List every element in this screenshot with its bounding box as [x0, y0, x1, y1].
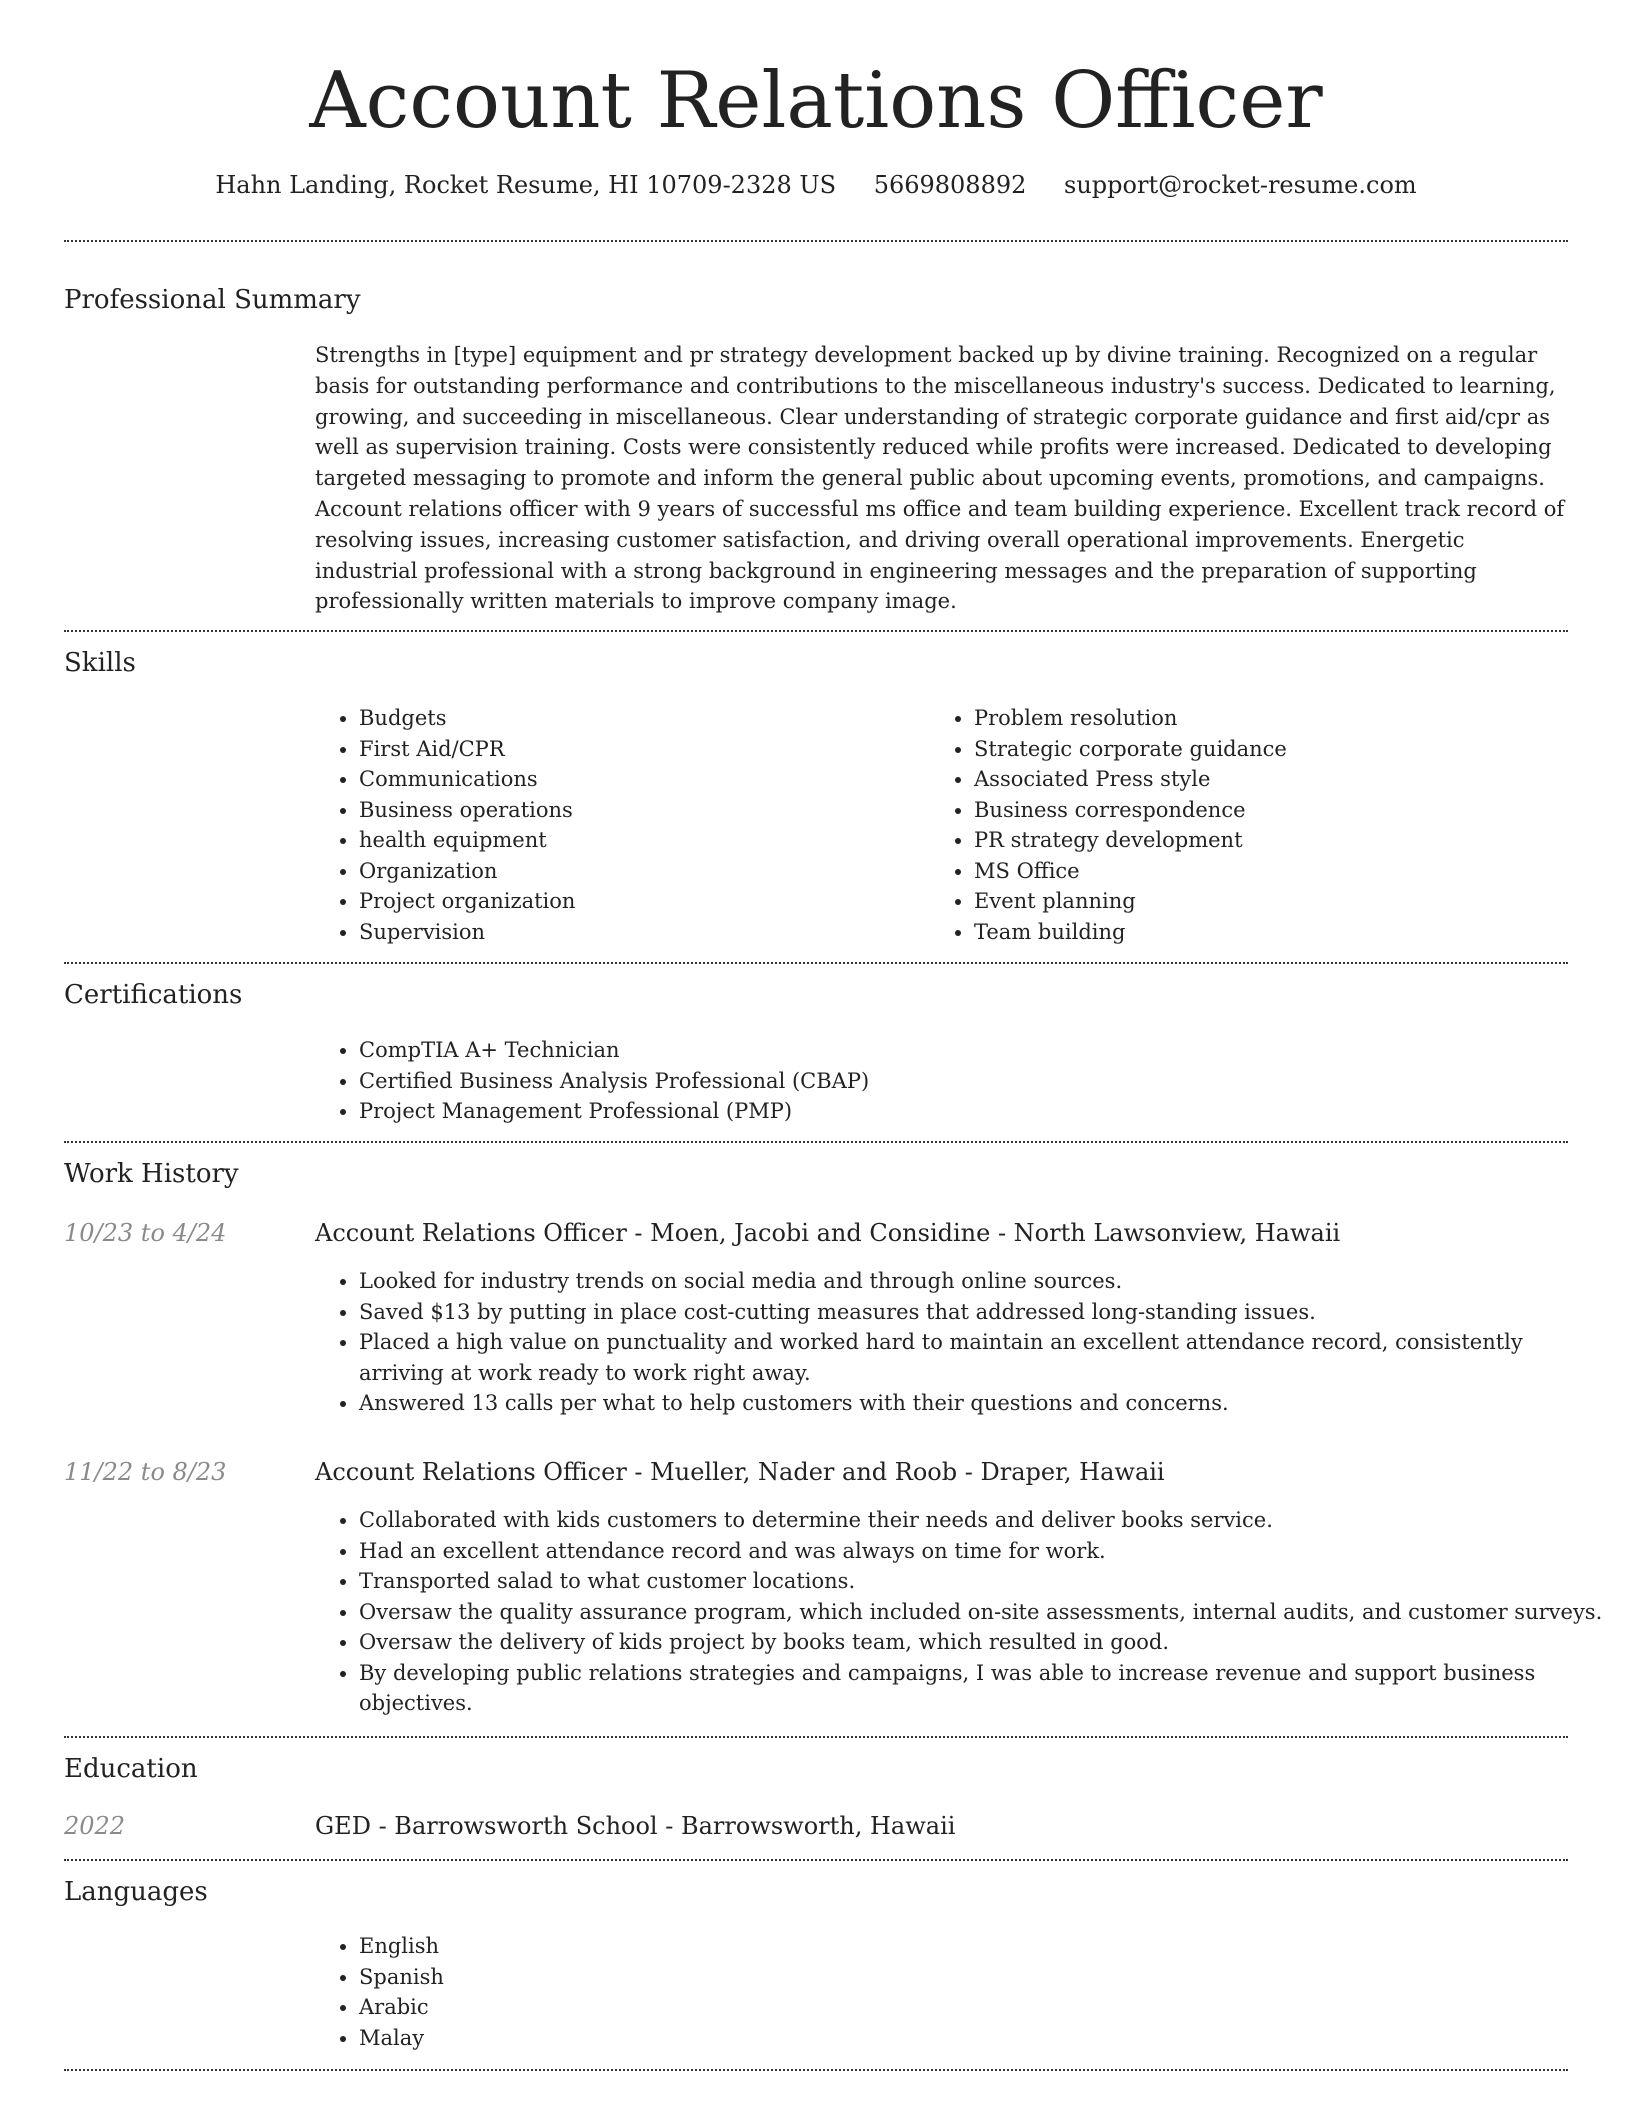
certifications-heading: Certifications	[64, 980, 243, 1010]
section-divider	[64, 1141, 1568, 1143]
certification-item: • CompTIA A+ Technician	[359, 1035, 1609, 1066]
skill-item: • Organization	[359, 856, 919, 887]
section-divider	[64, 240, 1568, 242]
skill-item: • Supervision	[359, 917, 919, 948]
section-divider	[64, 630, 1568, 632]
skill-item: • MS Office	[974, 856, 1574, 887]
languages-list	[315, 1931, 1609, 2053]
job-bullets	[315, 1266, 1609, 1419]
skill-item: • PR strategy development	[974, 825, 1574, 856]
job-heading: Account Relations Officer - Mueller, Nader and Roob - Draper, Hawaii	[315, 1458, 1165, 1486]
section-divider	[64, 2069, 1568, 2071]
summary-heading: Professional Summary	[64, 285, 361, 315]
skill-item: • Problem resolution	[974, 703, 1574, 734]
skill-item: • Project organization	[359, 886, 919, 917]
job-bullet: • Transported salad to what customer locations.	[359, 1566, 1609, 1597]
job-bullets	[315, 1505, 1609, 1719]
section-divider	[64, 1859, 1568, 1861]
language-item: • Arabic	[359, 1992, 1609, 2023]
language-item: • Spanish	[359, 1962, 1609, 1993]
skill-item: • Communications	[359, 764, 919, 795]
skills-list-left	[315, 703, 919, 947]
contact-email: support@rocket-resume.com	[1064, 171, 1417, 199]
certification-item: • Certified Business Analysis Professional (CBAP)	[359, 1066, 1609, 1097]
skill-item: • Event planning	[974, 886, 1574, 917]
job-heading: Account Relations Officer - Moen, Jacobi and Considine - North Lawsonview, Hawaii	[315, 1219, 1341, 1247]
job-dates: 11/22 to 8/23	[64, 1458, 227, 1486]
contact-address: Hahn Landing, Rocket Resume, HI 10709-2328 US	[215, 171, 837, 199]
job-bullet: • Had an excellent attendance record and was always on time for work.	[359, 1536, 1609, 1567]
skill-item: • Business correspondence	[974, 795, 1574, 826]
education-heading-line: GED - Barrowsworth School - Barrowsworth, Hawaii	[315, 1812, 956, 1840]
contact-phone: 5669808892	[873, 171, 1027, 199]
language-item: • English	[359, 1931, 1609, 1962]
certification-item: • Project Management Professional (PMP)	[359, 1096, 1609, 1127]
job-bullet: • Looked for industry trends on social media and through online sources.	[359, 1266, 1609, 1297]
resume-page	[64, 0, 1603, 2112]
job-bullet: • By developing public relations strategies and campaigns, I was able to increase revenue and support business objectives.	[359, 1658, 1609, 1719]
language-item: • Malay	[359, 2023, 1609, 2054]
skill-item: • Associated Press style	[974, 764, 1574, 795]
skill-item: • Business operations	[359, 795, 919, 826]
job-bullet: • Oversaw the delivery of kids project by books team, which resulted in good.	[359, 1627, 1609, 1658]
skill-item: • Budgets	[359, 703, 919, 734]
section-divider	[64, 1736, 1568, 1738]
work-history-heading: Work History	[64, 1159, 239, 1189]
job-bullet: • Collaborated with kids customers to determine their needs and deliver books service.	[359, 1505, 1609, 1536]
section-divider	[64, 962, 1568, 964]
summary-text: Strengths in [type] equipment and pr strategy development backed up by divine training. Recognized on a regular basis for outstanding performance and contributions to the miscellaneous industry's success. Dedicated to learning, growing, and succeeding in miscellaneous. Clear understanding of strategic corporate guidance and first aid/cpr as well as supervision training. Costs were consistently reduced while profits were increased. Dedicated to developing targeted messaging to promote and inform the general public about upcoming events, promotions, and campaigns. Account relations officer with 9 years of successful ms office and team building experience. Excellent track record of resolving issues, increasing customer satisfaction, and driving overall operational improvements. Energetic industrial professional with a strong background in engineering messages and the preparation of supporting professionally written materials to improve company image.	[315, 343, 1565, 614]
job-dates: 10/23 to 4/24	[64, 1219, 227, 1247]
job-bullet: • Oversaw the quality assurance program, which included on-site assessments, internal audits, and customer surveys.	[359, 1597, 1609, 1628]
certifications-list	[315, 1035, 1609, 1127]
resume-name: Account Relations Officer	[309, 56, 1323, 146]
languages-heading: Languages	[64, 1877, 208, 1907]
education-year: 2022	[64, 1812, 126, 1840]
skill-item: • First Aid/CPR	[359, 734, 919, 765]
job-bullet: • Saved $13 by putting in place cost-cutting measures that addressed long-standing issues.	[359, 1297, 1609, 1328]
skills-heading: Skills	[64, 648, 136, 678]
contact-line	[64, 168, 1568, 202]
job-bullet: • Placed a high value on punctuality and worked hard to maintain an excellent attendance record, consistently arriving at work ready to work right away.	[359, 1327, 1609, 1388]
skill-item: • Team building	[974, 917, 1574, 948]
skill-item: • health equipment	[359, 825, 919, 856]
skill-item: • Strategic corporate guidance	[974, 734, 1574, 765]
education-heading: Education	[64, 1754, 198, 1784]
skills-list-right	[930, 703, 1574, 947]
job-bullet: • Answered 13 calls per what to help customers with their questions and concerns.	[359, 1388, 1609, 1419]
